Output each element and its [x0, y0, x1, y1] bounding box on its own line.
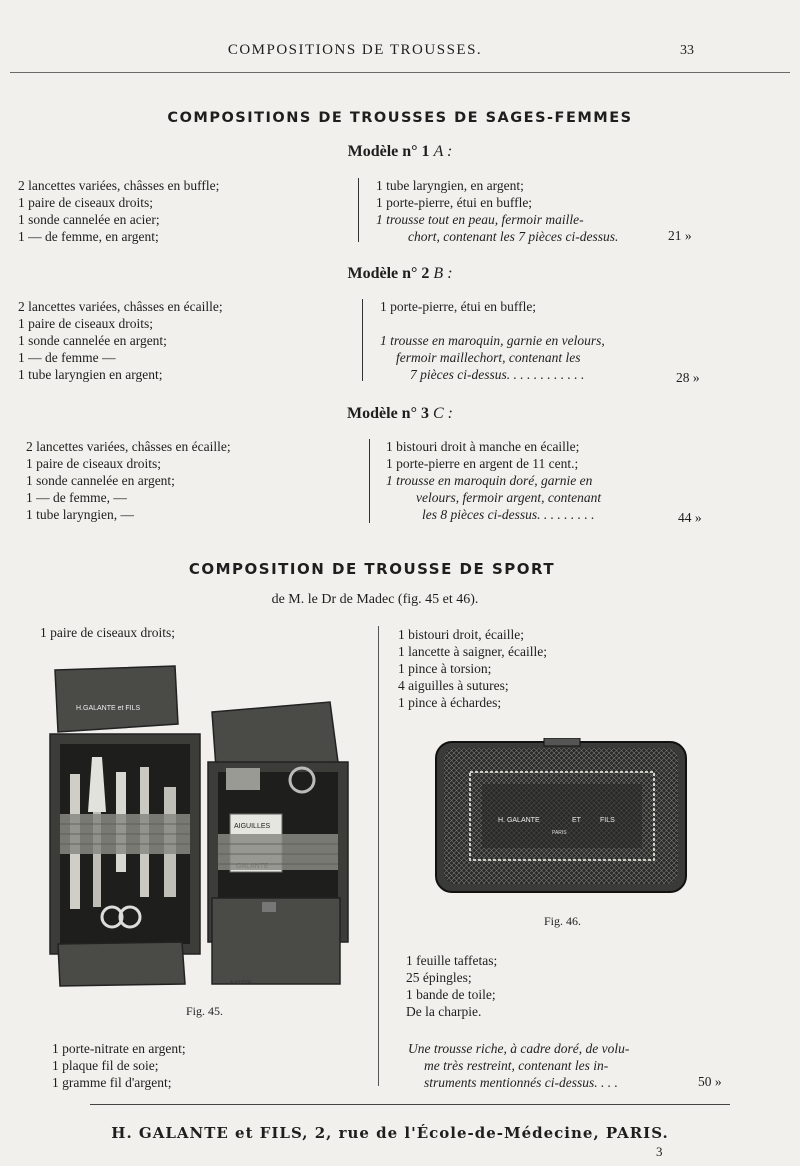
list-item: velours, fermoir argent, contenant — [416, 490, 602, 505]
lid-label-1: H. GALANTE — [498, 817, 540, 824]
list-item: 1 porte-pierre, étui en buffle; — [376, 195, 533, 210]
list-item: 1 bistouri droit à manche en écaille; — [386, 439, 580, 454]
list-item: 1 tube laryngien en argent; — [18, 367, 163, 382]
list-item: 1 sonde cannelée en acier; — [18, 212, 160, 227]
column-divider — [362, 299, 363, 381]
model-1-title: Modèle n° 1 A : — [347, 143, 453, 160]
list-item: 1 sonde cannelée en argent; — [26, 473, 175, 488]
list-item: les 8 pièces ci-dessus. . . . . . . . . — [422, 507, 595, 522]
list-item: 1 trousse en maroquin, garnie en velours, — [380, 333, 605, 348]
list-item: 1 gramme fil d'argent; — [52, 1075, 172, 1090]
signature-mark: 3 — [656, 1144, 663, 1159]
column-divider — [378, 626, 379, 1086]
sport-description — [408, 1040, 629, 1091]
list-item: 1 porte-nitrate en argent; — [52, 1041, 186, 1056]
list-item: 1 lancette à saigner, écaille; — [398, 644, 548, 659]
lid-label-3: FILS — [600, 817, 615, 824]
model-3-left-list — [26, 438, 231, 523]
running-header: COMPOSITIONS DE TROUSSES. — [227, 42, 483, 58]
list-item: 25 épingles; — [406, 970, 472, 985]
list-item: 1 — de femme, en argent; — [18, 229, 159, 244]
list-item: 1 pince à échardes; — [398, 695, 502, 710]
list-item: 2 lancettes variées, châsses en buffle; — [18, 178, 220, 193]
section-title-sport: COMPOSITION DE TROUSSE DE SPORT — [188, 560, 556, 578]
list-item: chort, contenant les 7 pièces ci-dessus. — [408, 229, 619, 244]
list-item: De la charpie. — [406, 1004, 482, 1019]
sport-price: 50 » — [698, 1074, 722, 1089]
sport-subtitle: de M. le Dr de Madec (fig. 45 et 46). — [271, 592, 479, 607]
list-item: 2 lancettes variées, châsses en écaille; — [18, 299, 223, 314]
model-1-right-list — [376, 177, 618, 245]
list-item: 1 feuille taffetas; — [406, 953, 498, 968]
column-divider — [358, 178, 359, 242]
sport-right-top — [398, 626, 547, 711]
list-item: 1 bistouri droit, écaille; — [398, 627, 524, 642]
box-label-1: AIGUILLES — [234, 823, 271, 830]
header-rule — [10, 72, 790, 73]
list-item: 1 plaque fil de soie; — [52, 1058, 159, 1073]
sport-left-top — [40, 624, 175, 641]
fig-45-illustration — [40, 662, 370, 988]
page-number: 33 — [680, 43, 694, 58]
list-item: 1 paire de ciseaux droits; — [40, 625, 175, 640]
list-item: 1 paire de ciseaux droits; — [18, 195, 153, 210]
list-item: me très restreint, contenant les in- — [424, 1058, 609, 1073]
list-item: 1 paire de ciseaux droits; — [26, 456, 161, 471]
lid-label-2: ET — [572, 817, 581, 824]
list-item: 1 — de femme, — — [26, 490, 127, 505]
list-item: Une trousse riche, à cadre doré, de volu- — [408, 1041, 630, 1056]
list-item: 1 sonde cannelée en argent; — [18, 333, 167, 348]
model-1-price: 21 » — [668, 228, 692, 243]
list-item: 1 tube laryngien, en argent; — [376, 178, 524, 193]
sport-left-bottom — [52, 1040, 186, 1091]
lid-label-4: PARIS — [552, 830, 567, 836]
model-3-right-list — [386, 438, 601, 523]
list-item: 1 trousse en maroquin doré, garnie en — [386, 473, 593, 488]
engraver-signature: A·HUSSE — [230, 980, 253, 986]
list-item: 1 porte-pierre en argent de 11 cent.; — [386, 456, 579, 471]
list-item: struments mentionnés ci-dessus. . . . — [424, 1075, 618, 1090]
sport-right-bottom — [406, 952, 497, 1020]
list-item: 1 trousse tout en peau, fermoir maille- — [376, 212, 584, 227]
fig-45-caption: Fig. 45. — [186, 1004, 224, 1018]
model-2-price: 28 » — [676, 370, 700, 385]
list-item: 7 pièces ci-dessus. . . . . . . . . . . . — [410, 367, 585, 382]
list-item: 1 paire de ciseaux droits; — [18, 316, 153, 331]
list-item: 1 pince à torsion; — [398, 661, 492, 676]
model-2-left-list — [18, 298, 223, 383]
list-item: 1 tube laryngien, — — [26, 507, 134, 522]
list-item: 2 lancettes variées, châsses en écaille; — [26, 439, 231, 454]
model-3-title: Modèle n° 3 C : — [347, 405, 453, 422]
lid-label: H.GALANTE et FILS — [76, 705, 141, 712]
section-title-sages-femmes: COMPOSITIONS DE TROUSSES DE SAGES-FEMMES — [167, 110, 633, 126]
model-2-right-list — [380, 298, 605, 383]
model-1-left-list — [18, 177, 219, 245]
list-item: 1 porte-pierre, étui en buffle; — [380, 299, 537, 314]
list-item: fermoir maillechort, contenant les — [396, 350, 581, 365]
footer-rule — [90, 1104, 730, 1105]
column-divider — [369, 439, 370, 523]
fig-46-caption: Fig. 46. — [544, 914, 582, 928]
list-item: 4 aiguilles à sutures; — [398, 678, 509, 693]
list-item: 1 — de femme — — [18, 350, 116, 365]
fig-46-illustration — [434, 738, 690, 898]
model-3-price: 44 » — [678, 510, 702, 525]
list-item: 1 bande de toile; — [406, 987, 496, 1002]
model-2-title: Modèle n° 2 B : — [347, 265, 453, 282]
footer-imprint: H. GALANTE et FILS, 2, rue de l'École-de-Médecine, PARIS. — [111, 1124, 669, 1142]
